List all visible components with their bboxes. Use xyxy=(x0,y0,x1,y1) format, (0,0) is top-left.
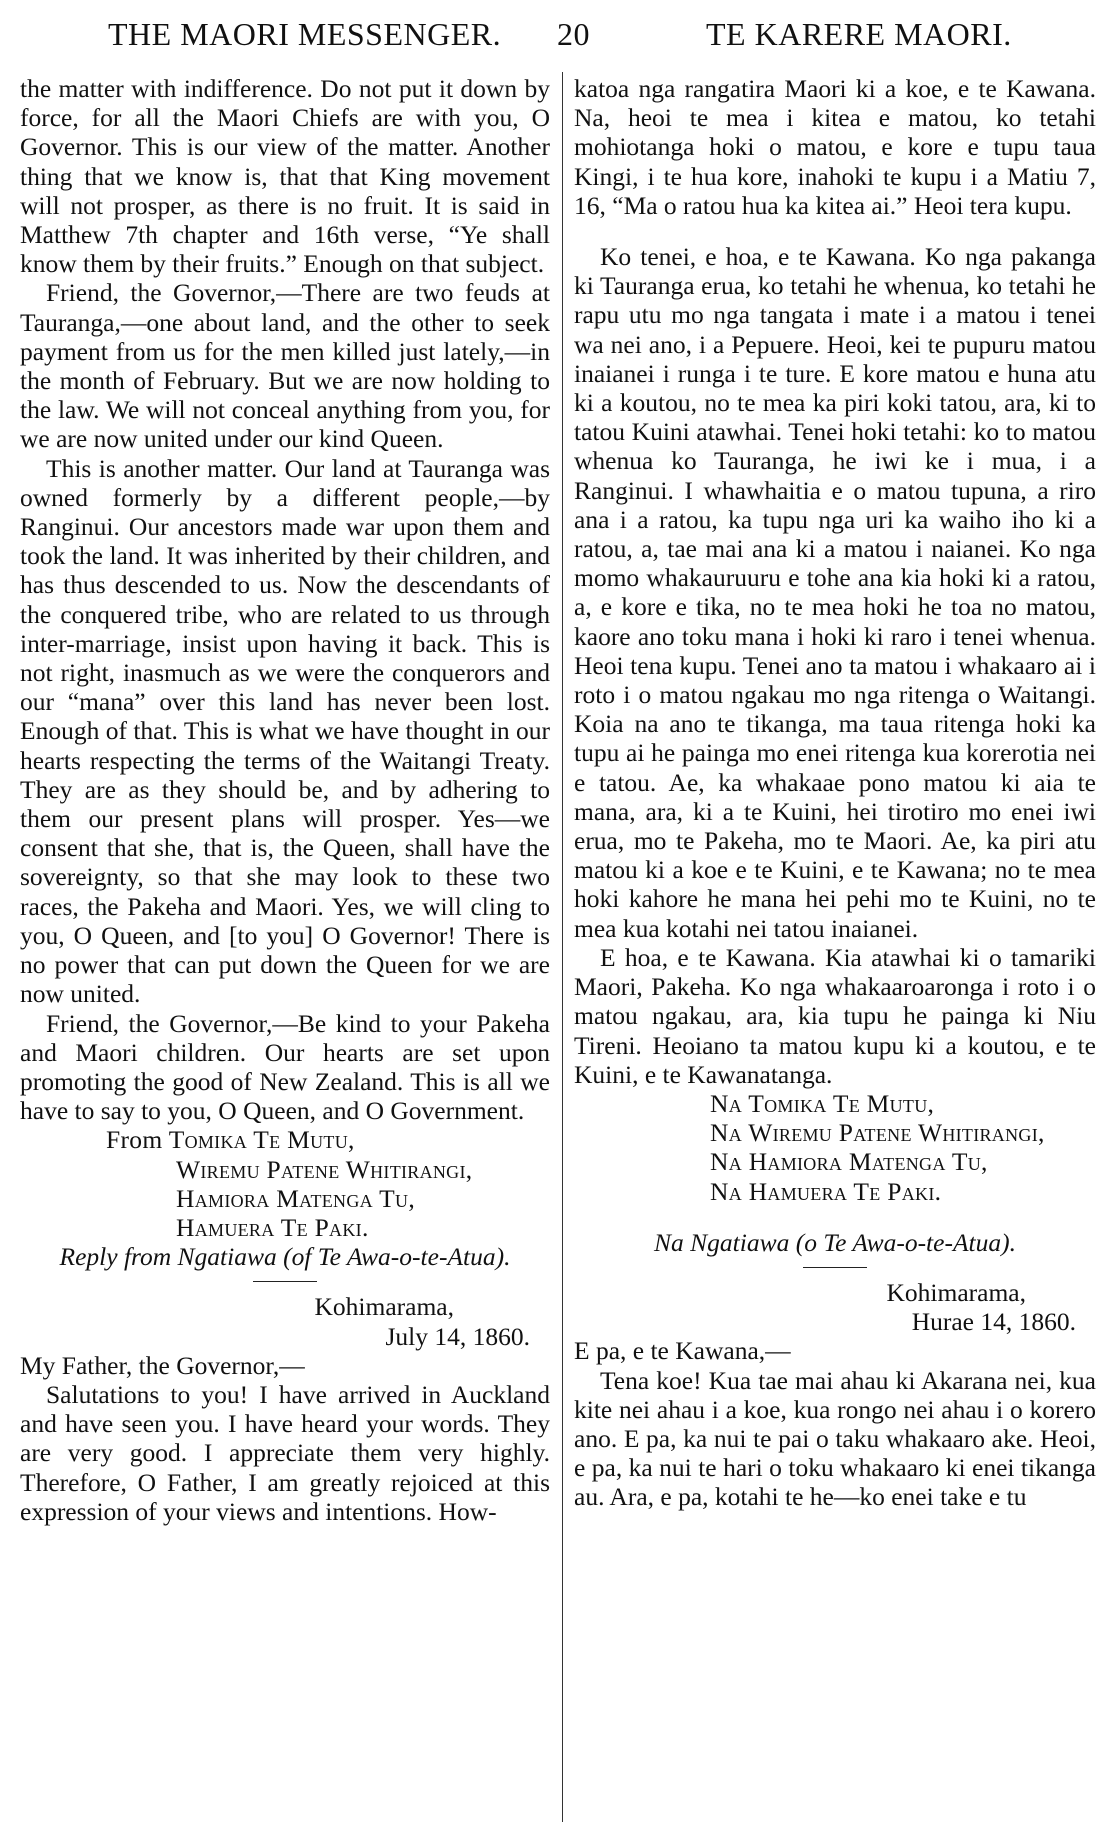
signatory-name: Na Wiremu Patene Whitirangi, xyxy=(710,1118,1045,1148)
english-signatures xyxy=(20,1125,550,1242)
signatory-name: Tomika Te Mutu, xyxy=(168,1125,355,1155)
signatory-name: Na Hamiora Matenga Tu, xyxy=(710,1147,988,1177)
column-divider xyxy=(562,72,563,1822)
letter-place: Kohimarama, xyxy=(886,1277,1026,1307)
english-column xyxy=(20,74,550,1526)
maori-signatures xyxy=(574,1089,1096,1206)
maori-paragraph: Ko tenei, e hoa, e te Kawana. Ko nga pakanga ki Tauranga erua, ko tetahi he whenua, ko tetahi he rapu utu mo nga tangata i mate i a matou i tenei wa nei ano, i a Pepuere. Heoi, kei te pupuru matou inaianei i runga i te ture. E kore matou e huna atu ki a koutou, no te mea ka piri koki tatou, ara, ki to tatou Kuini atawhai. Tenei hoki tetahi: ko to matou whenua ko Tauranga, he iwi ke i mua, i a Ranginui. I whawhaitia e o matou tupuna, a riro ana i a ratou, ka tupu nga uri ka waiho iho ki a ratou, a, tae mai ana ki a matou i naianei. Ko nga momo whakauruuru e tohe ana kia hoki ki a ratou, a, e kore e tika, no te mea hoki he toa no matou, kaore ano toku mana i hoki ki raro i tenei whenua. Heoi tena kupu. Tenei ano ta matou i whakaaro ai i roto i o matou ngakau mo nga ritenga o Waitangi. Koia na ano te tikanga, ma taua ritenga hoki ka tupu ai he painga mo enei ritenga kua korerotia nei e tatou. Ae, ka whakaae pono matou ki aia te mana, ara, ki a te Kuini, hei tirotiro mo enei iwi erua, mo te Pakeha, mo te Maori. Ae, ka piri atu matou ki a koe e te Kuini, e te Kawana; no te mea hoki kahore he mana hei pehi mo te Kuini, no te mea kua kotahi nei tatou inaianei. xyxy=(574,242,1096,943)
english-paragraph: Salutations to you! I have arrived in Auckland and have seen you. I have heard your words. They are very good. I appreciate them very highly. Therefore, O Father, I am greatly rejoiced at this expression of your views and intentions. How- xyxy=(20,1379,550,1526)
section-rule xyxy=(803,1267,867,1268)
letter-salutation: E pa, e te Kawana,— xyxy=(574,1336,791,1366)
english-masthead: THE MAORI MESSENGER. xyxy=(108,16,502,52)
reply-heading: Reply from Ngatiawa (of Te Awa-o-te-Atua). xyxy=(59,1242,511,1272)
english-paragraph: Friend, the Governor,—Be kind to your Pakeha and Maori children. Our hearts are set upon promoting the good of New Zealand. This is all we have to say to you, O Queen, and O Government. xyxy=(20,1008,550,1126)
signatory-name: Hamiora Matenga Tu, xyxy=(176,1183,416,1213)
english-paragraph: the matter with indifference. Do not put it down by force, for all the Maori Chiefs are with you, O Governor. This is our view of the matter. Another thing that we know is, that that King movement will not prosper, as there is no fruit. It is said in Matthew 7th chapter and 16th verse, “Ye shall know them by their fruits.” Enough on that subject. xyxy=(20,74,550,279)
maori-paragraph: Tena koe! Kua tae mai ahau ki Akarana nei, kua kite nei ahau i a koe, kua rongo nei ahau i o korero ano. E pa, ka nui te pai o taku whakaaro ake. Heoi, e pa, ka nui te hari o toku whakaaro ki enei tikanga au. Ara, e pa, kotahi te he—ko enei take e tu xyxy=(574,1365,1096,1512)
letter-salutation: My Father, the Governor,— xyxy=(20,1350,305,1380)
maori-column xyxy=(574,74,1096,1512)
section-rule xyxy=(253,1281,317,1282)
maori-paragraph: E hoa, e te Kawana. Kia atawhai ki o tamariki Maori, Pakeha. Ko nga whakaaroaronga i roto i o matou ngakau, ara, kia tupu he painga ki Niu Tireni. Heoiano ta matou kupu ki a koutou, e te Kuini, e te Kawanatanga. xyxy=(574,942,1096,1089)
signatory-name: Hamuera Te Paki. xyxy=(176,1212,369,1242)
paragraph-gap xyxy=(574,220,1096,242)
maori-masthead: TE KARERE MAORI. xyxy=(706,16,1012,52)
letter-place: Kohimarama, xyxy=(314,1292,454,1322)
from-label: From xyxy=(106,1125,163,1155)
maori-paragraph: katoa nga rangatira Maori ki a koe, e te Kawana. Na, heoi te mea i kitea e matou, ko tetahi mohiotanga hoki o matou, e kore e tupu taua Kingi, i te hua kore, inahoki te kupu i a Matiu 7, 16, “Ma o ratou hua ka kitea ai.” Heoi tera kupu. xyxy=(574,74,1096,220)
signatory-name: Na Hamuera Te Paki. xyxy=(710,1176,942,1206)
signatory-name: Wiremu Patene Whitirangi, xyxy=(176,1154,473,1184)
english-paragraph: This is another matter. Our land at Tauranga was owned formerly by a different people,—by Ranginui. Our ancestors made war upon them and took the land. It was inherited by their children, and has thus descended to us. Now the descendants of the conquered tribe, who are related to us through inter-marriage, insist upon having it back. This is not right, inasmuch as we were the conquerors and our “mana” over this land has never been lost. Enough of that. This is what we have thought in our hearts respecting the terms of the Waitangi Treaty. They are as they should be, and by adhering to them our present plans will prosper. Yes—we consent that she, that is, the Queen, shall have the sovereignty, so that she may look to these two races, the Pakeha and Maori. Yes, we will cling to you, O Queen, and [to you] O Governor! There is no power that can put down the Queen for we are now united. xyxy=(20,453,550,1009)
english-paragraph: Friend, the Governor,—There are two feuds at Tauranga,—one about land, and the other to seek payment from us for the men killed just lately,—in the month of February. But we are now holding to the law. We will not conceal anything from you, for we are now united under our kind Queen. xyxy=(20,278,550,454)
letter-date: July 14, 1860. xyxy=(385,1321,530,1351)
letter-date: Hurae 14, 1860. xyxy=(911,1307,1076,1337)
signature-line xyxy=(106,1125,550,1154)
page-number: 20 xyxy=(557,16,590,52)
page-header xyxy=(0,0,1114,68)
reply-heading: Na Ngatiawa (o Te Awa-o-te-Atua). xyxy=(654,1227,1016,1257)
signatory-name: Na Tomika Te Mutu, xyxy=(710,1088,935,1118)
